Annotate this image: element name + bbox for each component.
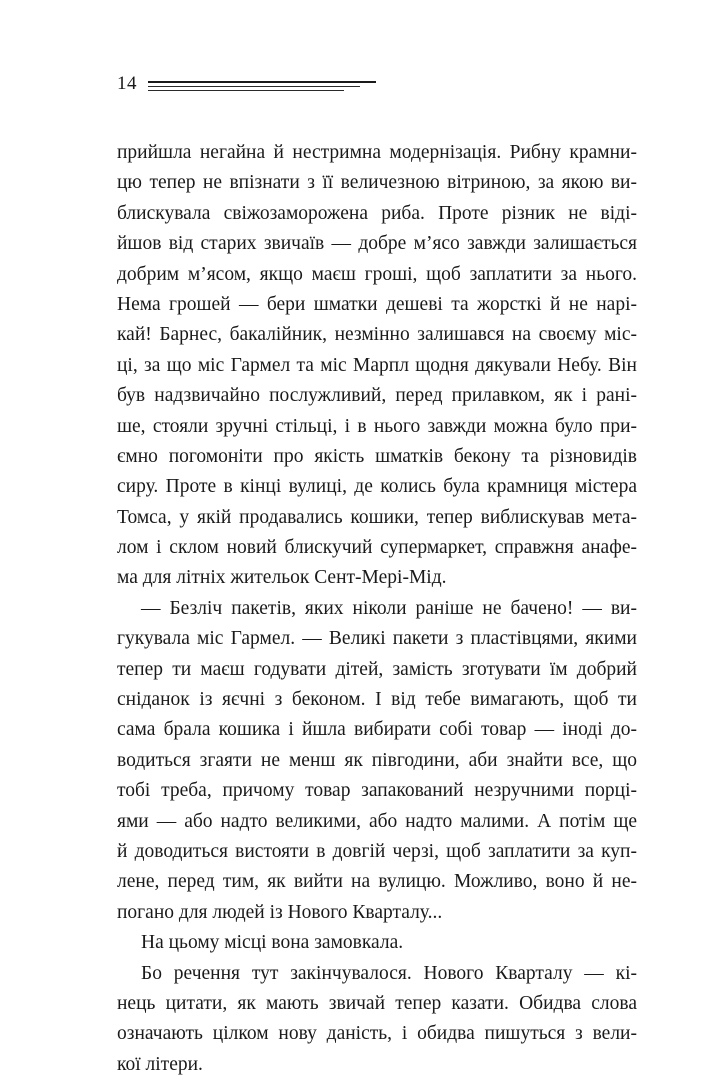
- header-rule-thick: [148, 81, 376, 83]
- text-line: кай! Барнес, бакалійник, незмінно залишався на своєму міс-: [117, 324, 637, 346]
- text-line: лене, перед тим, як вийти на вулицю. Можливо, воно й не-: [117, 871, 637, 893]
- paragraph: [117, 594, 637, 928]
- header-rule-thin: [148, 90, 344, 91]
- text-line: йшов від старих звичаїв — добре м’ясо завжди залишається: [117, 233, 637, 255]
- paragraph: [117, 138, 637, 594]
- text-line: лом і склом новий блискучий супермаркет, справжня анафе-: [117, 537, 637, 559]
- text-line: й доводиться вистояти в довгій черзі, щоб заплатити за куп-: [117, 840, 637, 862]
- text-line: Нема грошей — бери шматки дешеві та жорсткі й не нарі-: [117, 293, 637, 315]
- text-line: блискувала свіжозаморожена риба. Проте різник не віді-: [117, 202, 637, 224]
- text-line: погано для людей із Нового Кварталу...: [117, 901, 443, 923]
- paragraph: [117, 959, 637, 1080]
- text-line: гукувала міс Гармел. — Великі пакети з пластівцями, якими: [117, 628, 637, 650]
- text-line: ше, стояли зручні стільці, і в нього завжди можна було при-: [117, 415, 637, 437]
- paragraph: [117, 928, 637, 958]
- text-line: ці, за що міс Гармел та міс Марпл щодня дякували Небу. Він: [117, 354, 637, 376]
- text-line: водиться згаяти не менш як півгодини, аби знайти все, що: [117, 749, 637, 771]
- text-line: був надзвичайно послужливий, перед прилавком, як і рані-: [117, 385, 637, 407]
- text-line: кої літери.: [117, 1053, 203, 1075]
- text-line: На цьому місці вона замовкала.: [141, 932, 404, 954]
- text-line: тобі треба, причому товар запакований незручними порці-: [117, 780, 637, 802]
- text-line: нець цитати, як мають звичай тепер казати. Обидва слова: [117, 992, 637, 1014]
- text-line: Томса, у якій продавались кошики, тепер виблискував мета-: [117, 506, 637, 528]
- header-rule-thin: [148, 86, 360, 87]
- body-text: [117, 138, 637, 1080]
- text-line: ями — або надто великими, або надто малими. А потім ще: [117, 810, 637, 832]
- text-line: тепер ти маєш годувати дітей, замість зготувати їм добрий: [117, 658, 637, 680]
- text-line: ємно погомоніти про якість шматків бекону та різновидів: [117, 445, 637, 467]
- text-line: сиру. Проте в кінці вулиці, де колись була крамниця містера: [117, 476, 637, 498]
- text-line: добрим м’ясом, якщо маєш гроші, щоб заплатити за нього.: [117, 263, 637, 285]
- text-line: сніданок із яєчні з беконом. І від тебе вимагають, щоб ти: [117, 689, 637, 711]
- text-line: Бо речення тут закінчувалося. Нового Кварталу — кі-: [141, 962, 637, 984]
- text-line: означають цілком нову даність, і обидва пишуться з вели-: [117, 1023, 637, 1045]
- text-line: сама брала кошика і йшла вибирати собі товар — іноді до-: [117, 719, 637, 741]
- text-line: цю тепер не впізнати з її величезною вітриною, за якою ви-: [117, 172, 637, 194]
- text-line: прийшла негайна й нестримна модернізація. Рибну крамни-: [117, 142, 637, 163]
- text-line: ма для літніх жительок Сент-Мері-Мід.: [117, 567, 447, 589]
- page-number: 14: [117, 73, 137, 94]
- text-line: — Безліч пакетів, яких ніколи раніше не бачено! — ви-: [141, 597, 637, 619]
